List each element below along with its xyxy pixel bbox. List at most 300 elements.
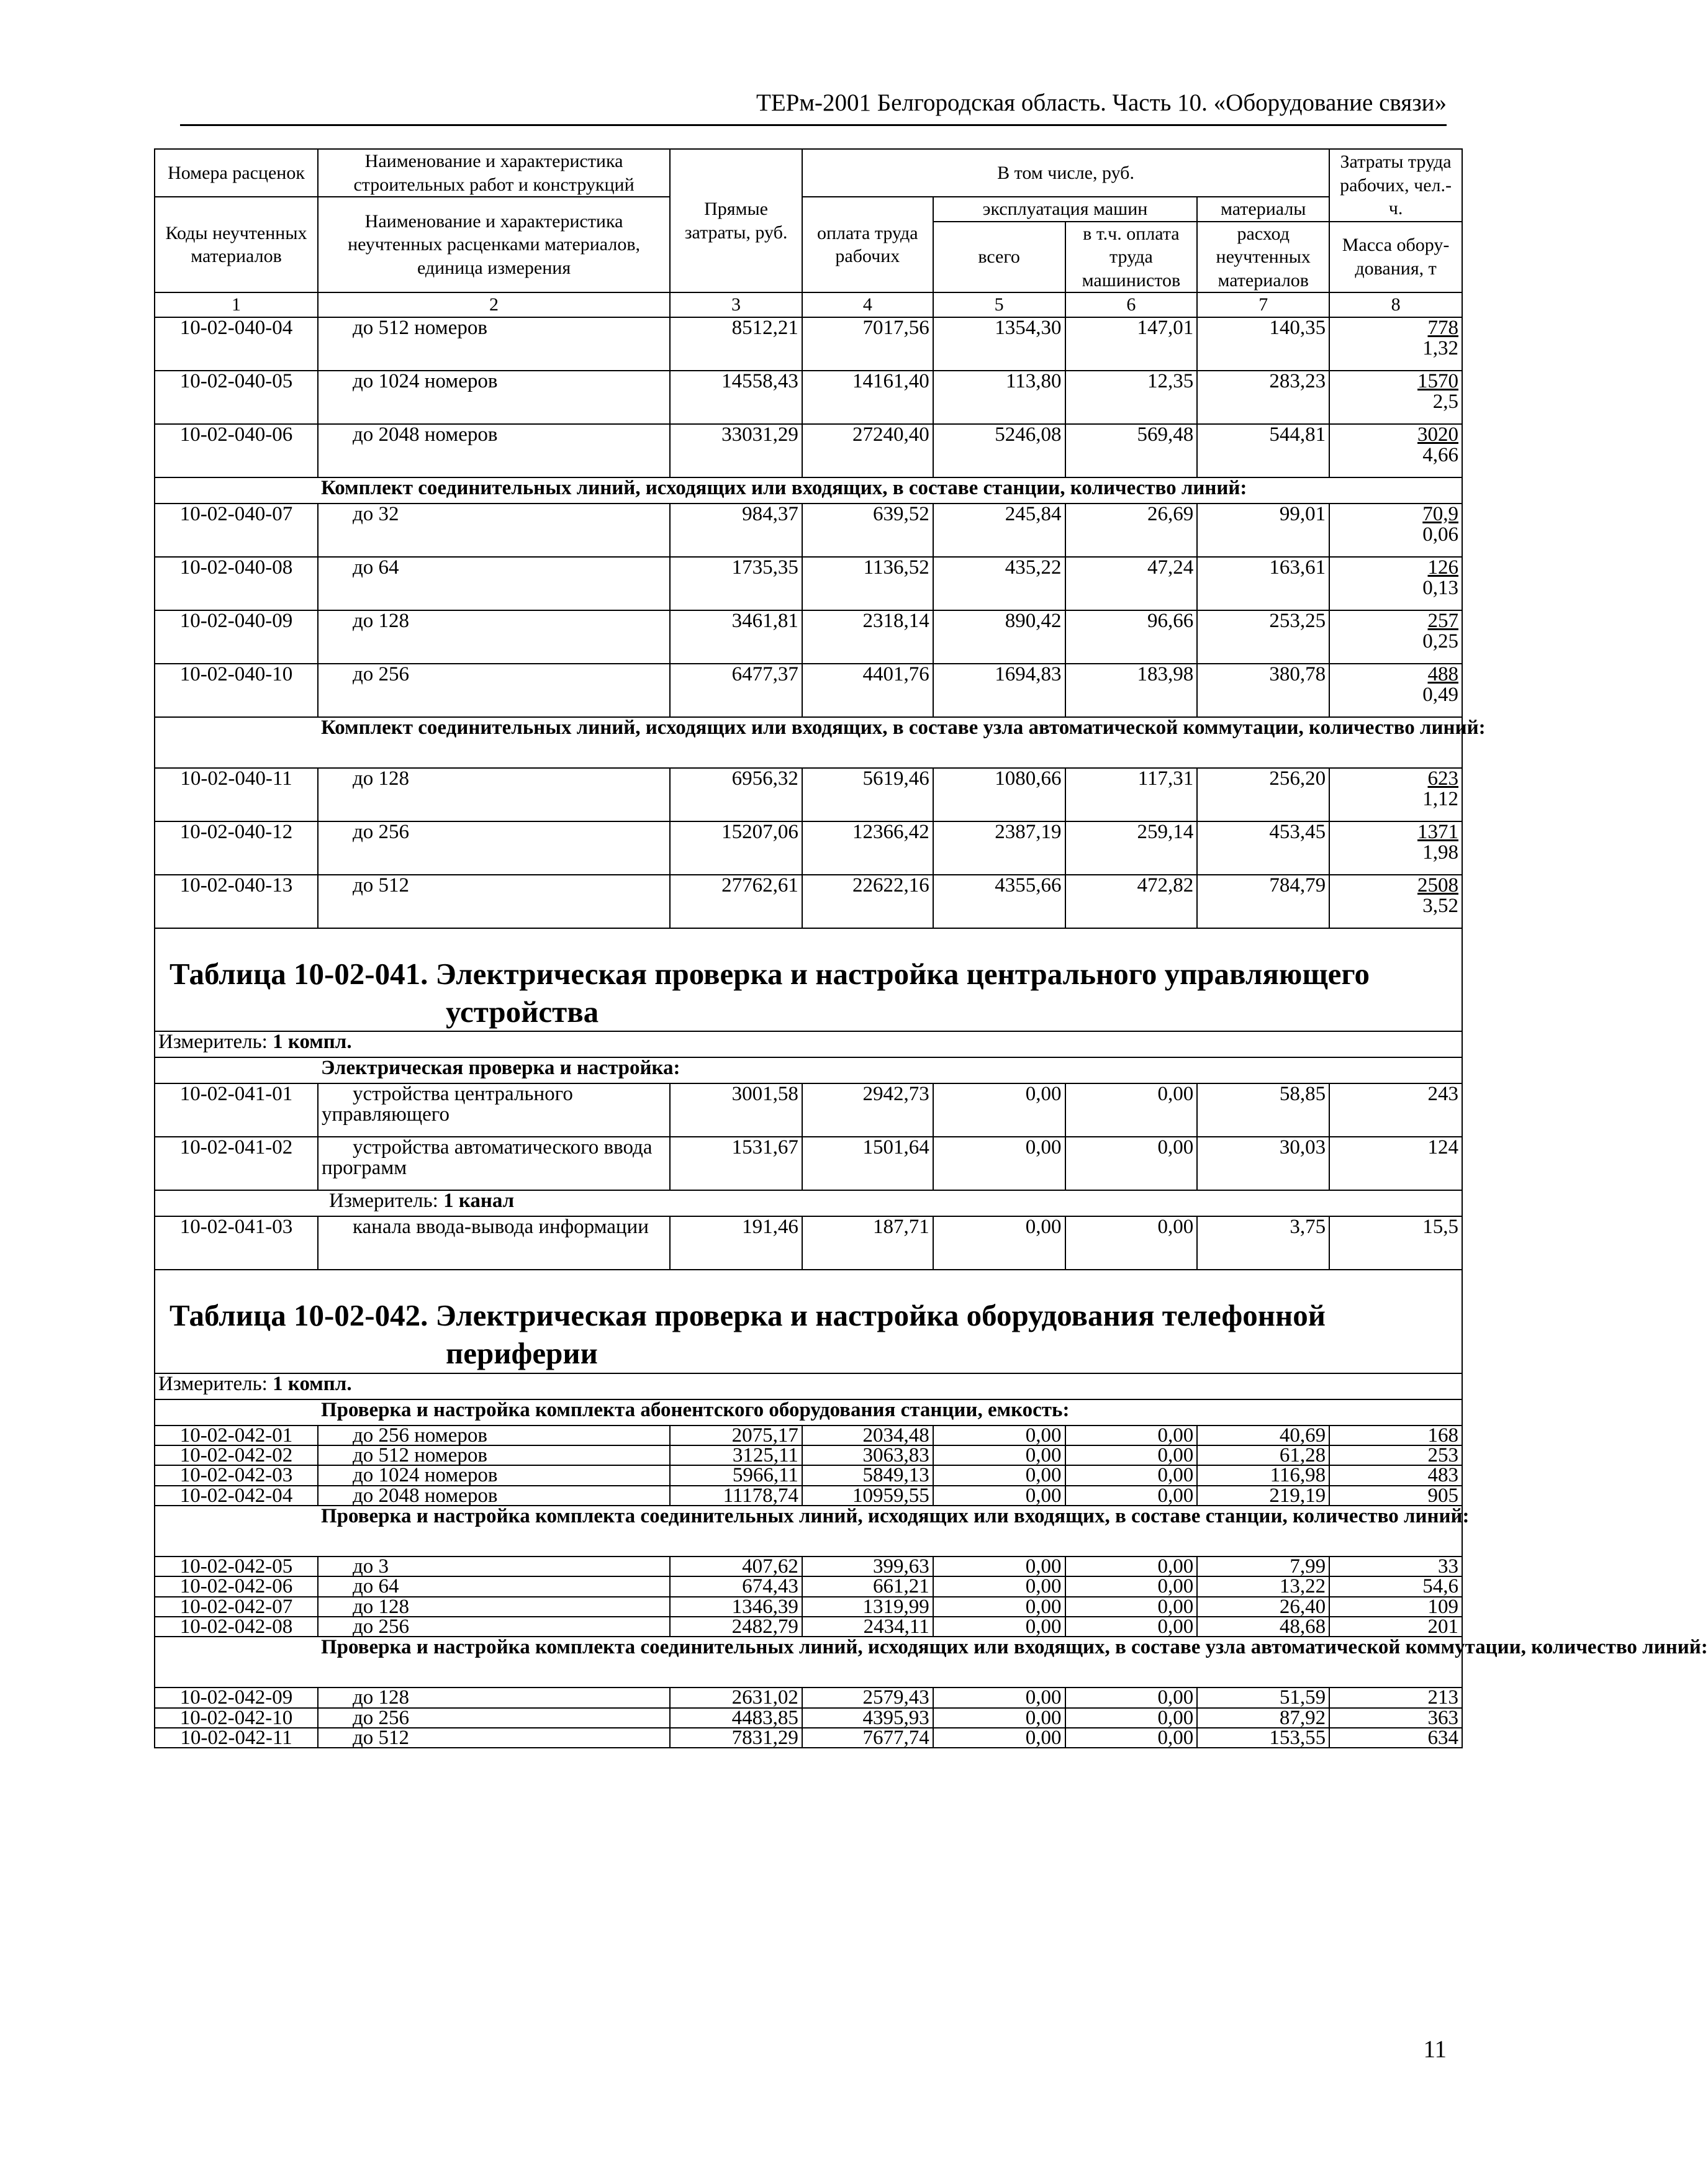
direct-cost: 1735,35 bbox=[670, 557, 802, 610]
col-num: 7 bbox=[1197, 292, 1329, 317]
material-cost: 784,79 bbox=[1197, 875, 1329, 928]
machine-cost: 1080,66 bbox=[933, 768, 1065, 821]
machine-cost: 0,00 bbox=[933, 1576, 1065, 1596]
direct-cost: 2075,17 bbox=[670, 1426, 802, 1445]
table-row bbox=[155, 424, 1462, 477]
group-heading: Комплект соединительных линий, исходящих или входящих, в составе узла автоматической коммутации, количество линий: bbox=[318, 717, 1462, 768]
col-mass: Масса обору-дования, т bbox=[1329, 222, 1462, 293]
meter-row bbox=[155, 1031, 1462, 1057]
machine-cost: 0,00 bbox=[933, 1708, 1065, 1728]
col-num: 4 bbox=[802, 292, 933, 317]
table-row bbox=[155, 610, 1462, 664]
group-heading: Проверка и настройка комплекта абонентского оборудования станции, емкость: bbox=[318, 1399, 1462, 1426]
table-title-line2: устройства bbox=[446, 994, 599, 1029]
direct-cost: 191,46 bbox=[670, 1216, 802, 1270]
material-cost: 256,20 bbox=[1197, 768, 1329, 821]
machine-cost: 0,00 bbox=[933, 1083, 1065, 1137]
col-machines: эксплуатация машин bbox=[933, 197, 1198, 222]
group-spacer bbox=[155, 1057, 318, 1083]
material-cost: 26,40 bbox=[1197, 1597, 1329, 1617]
col-code-top: Номера расценок bbox=[155, 149, 318, 197]
group-spacer bbox=[155, 1506, 318, 1557]
equipment-mass: 0,49 bbox=[1422, 683, 1458, 706]
machine-cost: 1694,83 bbox=[933, 664, 1065, 717]
labor-mass-cell bbox=[1329, 875, 1462, 928]
machine-labor-cost: 96,66 bbox=[1065, 610, 1198, 664]
direct-cost: 33031,29 bbox=[670, 424, 802, 477]
meter-label: Измеритель: bbox=[158, 1031, 273, 1053]
col-materials-unacc: расход неучтенных материалов bbox=[1197, 222, 1329, 293]
rate-name: до 64 bbox=[318, 557, 670, 610]
table-row bbox=[155, 1426, 1462, 1445]
labor-hours: 124 bbox=[1329, 1137, 1462, 1190]
rate-name: до 2048 номеров bbox=[318, 1486, 670, 1506]
col-num: 6 bbox=[1065, 292, 1198, 317]
table-row bbox=[155, 1137, 1462, 1190]
machine-labor-cost: 0,00 bbox=[1065, 1486, 1198, 1506]
labor-hours: 488 bbox=[1427, 662, 1458, 685]
equipment-mass: 1,32 bbox=[1422, 337, 1458, 359]
rate-name: до 512 номеров bbox=[318, 317, 670, 371]
labor-hours: 634 bbox=[1329, 1728, 1462, 1748]
rate-code: 10-02-040-09 bbox=[155, 610, 318, 664]
material-cost: 7,99 bbox=[1197, 1557, 1329, 1576]
labor-cost: 1136,52 bbox=[802, 557, 933, 610]
rate-code: 10-02-040-04 bbox=[155, 317, 318, 371]
col-incl: В том числе, руб. bbox=[802, 149, 1329, 197]
machine-cost: 0,00 bbox=[933, 1486, 1065, 1506]
machine-labor-cost: 0,00 bbox=[1065, 1083, 1198, 1137]
direct-cost: 2631,02 bbox=[670, 1688, 802, 1707]
material-cost: 140,35 bbox=[1197, 317, 1329, 371]
machine-cost: 2387,19 bbox=[933, 821, 1065, 875]
labor-cost: 7017,56 bbox=[802, 317, 933, 371]
material-cost: 61,28 bbox=[1197, 1445, 1329, 1465]
rate-code: 10-02-042-05 bbox=[155, 1557, 318, 1576]
labor-cost: 2034,48 bbox=[802, 1426, 933, 1445]
labor-hours: 126 bbox=[1427, 556, 1458, 579]
rate-name: до 256 bbox=[318, 664, 670, 717]
table-row bbox=[155, 557, 1462, 610]
rate-name: устройства автоматического ввода программ bbox=[318, 1137, 670, 1190]
labor-hours: 483 bbox=[1329, 1465, 1462, 1485]
machine-labor-cost: 0,00 bbox=[1065, 1137, 1198, 1190]
meter-value: 1 компл. bbox=[273, 1031, 352, 1053]
machine-cost: 113,80 bbox=[933, 371, 1065, 424]
rate-name: до 128 bbox=[318, 1688, 670, 1707]
col-num: 5 bbox=[933, 292, 1065, 317]
labor-mass-cell bbox=[1329, 317, 1462, 371]
material-cost: 48,68 bbox=[1197, 1617, 1329, 1637]
labor-hours: 623 bbox=[1427, 767, 1458, 790]
direct-cost: 6956,32 bbox=[670, 768, 802, 821]
direct-cost: 6477,37 bbox=[670, 664, 802, 717]
rate-name: до 256 bbox=[318, 1617, 670, 1637]
rate-code: 10-02-040-06 bbox=[155, 424, 318, 477]
machine-cost: 0,00 bbox=[933, 1137, 1065, 1190]
labor-hours: 257 bbox=[1427, 609, 1458, 632]
material-cost: 380,78 bbox=[1197, 664, 1329, 717]
labor-cost: 639,52 bbox=[802, 504, 933, 557]
rate-name: до 512 bbox=[318, 875, 670, 928]
rate-name: до 64 bbox=[318, 1576, 670, 1596]
labor-hours: 201 bbox=[1329, 1617, 1462, 1637]
group-spacer bbox=[155, 717, 318, 768]
machine-labor-cost: 0,00 bbox=[1065, 1688, 1198, 1707]
labor-hours: 1371 bbox=[1417, 820, 1458, 843]
meter-value: 1 компл. bbox=[273, 1372, 352, 1395]
col-num: 3 bbox=[670, 292, 802, 317]
machine-cost: 0,00 bbox=[933, 1617, 1065, 1637]
labor-hours: 778 bbox=[1427, 316, 1458, 339]
col-num: 2 bbox=[318, 292, 670, 317]
labor-hours: 3020 bbox=[1417, 423, 1458, 446]
table-row bbox=[155, 317, 1462, 371]
machine-labor-cost: 0,00 bbox=[1065, 1465, 1198, 1485]
meter-value: 1 канал bbox=[443, 1190, 515, 1212]
rate-code: 10-02-042-08 bbox=[155, 1617, 318, 1637]
rate-name: до 1024 номеров bbox=[318, 371, 670, 424]
machine-cost: 435,22 bbox=[933, 557, 1065, 610]
table-title bbox=[158, 1270, 1458, 1373]
meter-row bbox=[155, 1373, 1462, 1399]
machine-cost: 0,00 bbox=[933, 1445, 1065, 1465]
material-cost: 116,98 bbox=[1197, 1465, 1329, 1485]
col-num: 8 bbox=[1329, 292, 1462, 317]
table-row bbox=[155, 821, 1462, 875]
machine-cost: 1354,30 bbox=[933, 317, 1065, 371]
machine-cost: 4355,66 bbox=[933, 875, 1065, 928]
labor-hours: 70,9 bbox=[1422, 502, 1458, 525]
group-heading-row bbox=[155, 1399, 1462, 1426]
material-cost: 544,81 bbox=[1197, 424, 1329, 477]
labor-cost: 14161,40 bbox=[802, 371, 933, 424]
direct-cost: 4483,85 bbox=[670, 1708, 802, 1728]
direct-cost: 8512,21 bbox=[670, 317, 802, 371]
table-title-cell bbox=[155, 928, 1462, 1032]
table-row bbox=[155, 768, 1462, 821]
labor-cost: 5619,46 bbox=[802, 768, 933, 821]
direct-cost: 27762,61 bbox=[670, 875, 802, 928]
labor-cost: 10959,55 bbox=[802, 1486, 933, 1506]
labor-cost: 1319,99 bbox=[802, 1597, 933, 1617]
rate-name: до 128 bbox=[318, 768, 670, 821]
machine-labor-cost: 0,00 bbox=[1065, 1426, 1198, 1445]
rate-code: 10-02-041-03 bbox=[155, 1216, 318, 1270]
direct-cost: 407,62 bbox=[670, 1557, 802, 1576]
material-cost: 87,92 bbox=[1197, 1708, 1329, 1728]
machine-labor-cost: 0,00 bbox=[1065, 1576, 1198, 1596]
rate-code: 10-02-042-06 bbox=[155, 1576, 318, 1596]
rate-code: 10-02-040-08 bbox=[155, 557, 318, 610]
rate-code: 10-02-042-03 bbox=[155, 1465, 318, 1485]
direct-cost: 984,37 bbox=[670, 504, 802, 557]
rate-code: 10-02-041-01 bbox=[155, 1083, 318, 1137]
direct-cost: 14558,43 bbox=[670, 371, 802, 424]
direct-cost: 3125,11 bbox=[670, 1445, 802, 1465]
rates-table bbox=[154, 148, 1708, 1750]
direct-cost: 3001,58 bbox=[670, 1083, 802, 1137]
machine-labor-cost: 0,00 bbox=[1065, 1728, 1198, 1748]
labor-cost: 4395,93 bbox=[802, 1708, 933, 1728]
col-costs: Затраты труда рабочих, чел.-ч. bbox=[1329, 149, 1462, 222]
machine-labor-cost: 0,00 bbox=[1065, 1445, 1198, 1465]
material-cost: 30,03 bbox=[1197, 1137, 1329, 1190]
group-spacer bbox=[155, 1399, 318, 1426]
equipment-mass: 1,98 bbox=[1422, 841, 1458, 864]
col-direct: Прямые затраты, руб. bbox=[670, 149, 802, 292]
table-row bbox=[155, 1445, 1462, 1465]
rate-code: 10-02-042-01 bbox=[155, 1426, 318, 1445]
rate-name: до 128 bbox=[318, 1597, 670, 1617]
rate-name: до 2048 номеров bbox=[318, 424, 670, 477]
equipment-mass: 2,5 bbox=[1432, 390, 1458, 413]
table-row bbox=[155, 1216, 1462, 1270]
group-heading: Комплект соединительных линий, исходящих или входящих, в составе станции, количество линий: bbox=[318, 477, 1462, 504]
labor-mass-cell bbox=[1329, 504, 1462, 557]
rate-name: канала ввода-вывода информации bbox=[318, 1216, 670, 1270]
machine-labor-cost: 26,69 bbox=[1065, 504, 1198, 557]
labor-cost: 4401,76 bbox=[802, 664, 933, 717]
labor-cost: 27240,40 bbox=[802, 424, 933, 477]
labor-cost: 399,63 bbox=[802, 1557, 933, 1576]
machine-labor-cost: 0,00 bbox=[1065, 1597, 1198, 1617]
table-row bbox=[155, 1688, 1462, 1707]
material-cost: 453,45 bbox=[1197, 821, 1329, 875]
rate-code: 10-02-042-09 bbox=[155, 1688, 318, 1707]
meter-cell bbox=[155, 1031, 1462, 1057]
machine-cost: 0,00 bbox=[933, 1465, 1065, 1485]
col-labor: оплата труда рабочих bbox=[802, 197, 933, 292]
rate-code: 10-02-040-10 bbox=[155, 664, 318, 717]
material-cost: 40,69 bbox=[1197, 1426, 1329, 1445]
meter-cell bbox=[155, 1373, 1462, 1399]
meter-row bbox=[155, 1190, 1462, 1216]
group-heading: Проверка и настройка комплекта соединительных линий, исходящих или входящих, в составе станции, количество линий: bbox=[318, 1506, 1462, 1557]
machine-cost: 0,00 bbox=[933, 1426, 1065, 1445]
rate-name: до 1024 номеров bbox=[318, 1465, 670, 1485]
direct-cost: 674,43 bbox=[670, 1576, 802, 1596]
direct-cost: 7831,29 bbox=[670, 1728, 802, 1748]
machine-labor-cost: 12,35 bbox=[1065, 371, 1198, 424]
table-row bbox=[155, 1576, 1462, 1596]
group-heading: Электрическая проверка и настройка: bbox=[318, 1057, 1462, 1083]
rate-name: устройства центрального управляющего bbox=[318, 1083, 670, 1137]
machine-cost: 5246,08 bbox=[933, 424, 1065, 477]
col-name-bottom: Наименование и характеристика неучтенных расценками материалов, единица измерения bbox=[318, 197, 670, 292]
group-heading-row bbox=[155, 717, 1462, 768]
equipment-mass: 1,12 bbox=[1422, 787, 1458, 810]
table-row bbox=[155, 1083, 1462, 1137]
labor-hours: 1570 bbox=[1417, 369, 1458, 392]
col-machines-labor: в т.ч. оплата труда машинистов bbox=[1065, 222, 1198, 293]
rate-code: 10-02-040-07 bbox=[155, 504, 318, 557]
col-name-top: Наименование и характеристика строительных работ и конструкций bbox=[318, 149, 670, 197]
table-row bbox=[155, 1465, 1462, 1485]
rate-name: до 256 номеров bbox=[318, 1426, 670, 1445]
rate-name: до 3 bbox=[318, 1557, 670, 1576]
labor-hours: 213 bbox=[1329, 1688, 1462, 1707]
labor-hours: 109 bbox=[1329, 1597, 1462, 1617]
table-header bbox=[155, 149, 1462, 317]
direct-cost: 2482,79 bbox=[670, 1617, 802, 1637]
direct-cost: 1531,67 bbox=[670, 1137, 802, 1190]
labor-mass-cell bbox=[1329, 821, 1462, 875]
meter-label: Измеритель: bbox=[328, 1190, 444, 1212]
labor-cost: 2318,14 bbox=[802, 610, 933, 664]
table-row bbox=[155, 504, 1462, 557]
labor-mass-cell bbox=[1329, 664, 1462, 717]
material-cost: 51,59 bbox=[1197, 1688, 1329, 1707]
header-rule bbox=[180, 124, 1447, 126]
labor-cost: 12366,42 bbox=[802, 821, 933, 875]
col-materials: материалы bbox=[1197, 197, 1329, 222]
table-row bbox=[155, 1486, 1462, 1506]
table-title-line1: Таблица 10-02-042. Электрическая проверка и настройка оборудования телефонной bbox=[169, 1298, 1326, 1332]
table-title-row bbox=[155, 1270, 1462, 1373]
machine-labor-cost: 147,01 bbox=[1065, 317, 1198, 371]
direct-cost: 15207,06 bbox=[670, 821, 802, 875]
material-cost: 163,61 bbox=[1197, 557, 1329, 610]
labor-hours: 15,5 bbox=[1329, 1216, 1462, 1270]
material-cost: 283,23 bbox=[1197, 371, 1329, 424]
labor-mass-cell bbox=[1329, 610, 1462, 664]
direct-cost: 5966,11 bbox=[670, 1465, 802, 1485]
table-row bbox=[155, 1597, 1462, 1617]
table-title-line2: периферии bbox=[446, 1336, 598, 1371]
machine-labor-cost: 117,31 bbox=[1065, 768, 1198, 821]
rate-name: до 256 bbox=[318, 1708, 670, 1728]
labor-mass-cell bbox=[1329, 424, 1462, 477]
labor-mass-cell bbox=[1329, 768, 1462, 821]
machine-cost: 0,00 bbox=[933, 1216, 1065, 1270]
page-number: 11 bbox=[1423, 2036, 1447, 2063]
labor-hours: 2508 bbox=[1417, 874, 1458, 897]
page-header: ТЕРм-2001 Белгородская область. Часть 10. «Оборудование связи» bbox=[756, 89, 1447, 116]
group-heading-row bbox=[155, 477, 1462, 504]
rate-name: до 512 номеров bbox=[318, 1445, 670, 1465]
rate-code: 10-02-041-02 bbox=[155, 1137, 318, 1190]
table-row bbox=[155, 1617, 1462, 1637]
machine-labor-cost: 0,00 bbox=[1065, 1557, 1198, 1576]
group-heading-row bbox=[155, 1637, 1462, 1688]
labor-hours: 54,6 bbox=[1329, 1576, 1462, 1596]
machine-cost: 245,84 bbox=[933, 504, 1065, 557]
table-row bbox=[155, 875, 1462, 928]
machine-labor-cost: 472,82 bbox=[1065, 875, 1198, 928]
labor-hours: 905 bbox=[1329, 1486, 1462, 1506]
group-spacer bbox=[155, 1637, 318, 1688]
table-row bbox=[155, 664, 1462, 717]
labor-hours: 253 bbox=[1329, 1445, 1462, 1465]
material-cost: 58,85 bbox=[1197, 1083, 1329, 1137]
col-num: 1 bbox=[155, 292, 318, 317]
labor-hours: 33 bbox=[1329, 1557, 1462, 1576]
equipment-mass: 4,66 bbox=[1422, 443, 1458, 466]
rate-code: 10-02-042-02 bbox=[155, 1445, 318, 1465]
table-title bbox=[158, 929, 1458, 1031]
machine-labor-cost: 0,00 bbox=[1065, 1617, 1198, 1637]
rate-code: 10-02-040-05 bbox=[155, 371, 318, 424]
rate-code: 10-02-040-11 bbox=[155, 768, 318, 821]
table-title-row bbox=[155, 928, 1462, 1032]
material-cost: 153,55 bbox=[1197, 1728, 1329, 1748]
labor-cost: 22622,16 bbox=[802, 875, 933, 928]
machine-labor-cost: 0,00 bbox=[1065, 1708, 1198, 1728]
labor-cost: 661,21 bbox=[802, 1576, 933, 1596]
rate-name: до 32 bbox=[318, 504, 670, 557]
group-heading-row bbox=[155, 1057, 1462, 1083]
material-cost: 253,25 bbox=[1197, 610, 1329, 664]
equipment-mass: 0,13 bbox=[1422, 576, 1458, 599]
table-row bbox=[155, 1728, 1462, 1748]
labor-mass-cell bbox=[1329, 557, 1462, 610]
labor-cost: 5849,13 bbox=[802, 1465, 933, 1485]
rate-code: 10-02-040-12 bbox=[155, 821, 318, 875]
machine-cost: 0,00 bbox=[933, 1688, 1065, 1707]
direct-cost: 3461,81 bbox=[670, 610, 802, 664]
labor-mass-cell bbox=[1329, 371, 1462, 424]
col-machines-total: всего bbox=[933, 222, 1065, 293]
table-row bbox=[155, 1708, 1462, 1728]
group-spacer bbox=[155, 477, 318, 504]
rate-code: 10-02-042-07 bbox=[155, 1597, 318, 1617]
rate-name: до 128 bbox=[318, 610, 670, 664]
table-row bbox=[155, 1557, 1462, 1576]
equipment-mass: 0,25 bbox=[1422, 630, 1458, 653]
labor-hours: 168 bbox=[1329, 1426, 1462, 1445]
direct-cost: 1346,39 bbox=[670, 1597, 802, 1617]
rate-code: 10-02-042-10 bbox=[155, 1708, 318, 1728]
group-heading-row bbox=[155, 1506, 1462, 1557]
machine-cost: 890,42 bbox=[933, 610, 1065, 664]
equipment-mass: 0,06 bbox=[1422, 523, 1458, 546]
rate-name: до 256 bbox=[318, 821, 670, 875]
group-heading: Проверка и настройка комплекта соединительных линий, исходящих или входящих, в составе узла автоматической коммутации, количество линий: bbox=[318, 1637, 1462, 1688]
machine-cost: 0,00 bbox=[933, 1728, 1065, 1748]
rate-code: 10-02-040-13 bbox=[155, 875, 318, 928]
group-spacer bbox=[155, 1190, 318, 1216]
machine-labor-cost: 183,98 bbox=[1065, 664, 1198, 717]
table-row bbox=[155, 371, 1462, 424]
rate-code: 10-02-042-04 bbox=[155, 1486, 318, 1506]
machine-cost: 0,00 bbox=[933, 1597, 1065, 1617]
table-title-line1: Таблица 10-02-041. Электрическая проверка и настройка центрального управляющего bbox=[169, 956, 1370, 991]
material-cost: 13,22 bbox=[1197, 1576, 1329, 1596]
labor-hours: 363 bbox=[1329, 1708, 1462, 1728]
machine-labor-cost: 259,14 bbox=[1065, 821, 1198, 875]
machine-labor-cost: 569,48 bbox=[1065, 424, 1198, 477]
machine-cost: 0,00 bbox=[933, 1557, 1065, 1576]
equipment-mass: 3,52 bbox=[1422, 894, 1458, 917]
material-cost: 99,01 bbox=[1197, 504, 1329, 557]
col-code-bottom: Коды неучтенных материалов bbox=[155, 197, 318, 292]
labor-cost: 187,71 bbox=[802, 1216, 933, 1270]
labor-cost: 7677,74 bbox=[802, 1728, 933, 1748]
material-cost: 219,19 bbox=[1197, 1486, 1329, 1506]
machine-labor-cost: 0,00 bbox=[1065, 1216, 1198, 1270]
labor-cost: 1501,64 bbox=[802, 1137, 933, 1190]
meter-cell bbox=[318, 1190, 1462, 1216]
labor-hours: 243 bbox=[1329, 1083, 1462, 1137]
material-cost: 3,75 bbox=[1197, 1216, 1329, 1270]
labor-cost: 3063,83 bbox=[802, 1445, 933, 1465]
meter-label: Измеритель: bbox=[158, 1372, 273, 1395]
labor-cost: 2942,73 bbox=[802, 1083, 933, 1137]
rate-code: 10-02-042-11 bbox=[155, 1728, 318, 1748]
labor-cost: 2579,43 bbox=[802, 1688, 933, 1707]
machine-labor-cost: 47,24 bbox=[1065, 557, 1198, 610]
